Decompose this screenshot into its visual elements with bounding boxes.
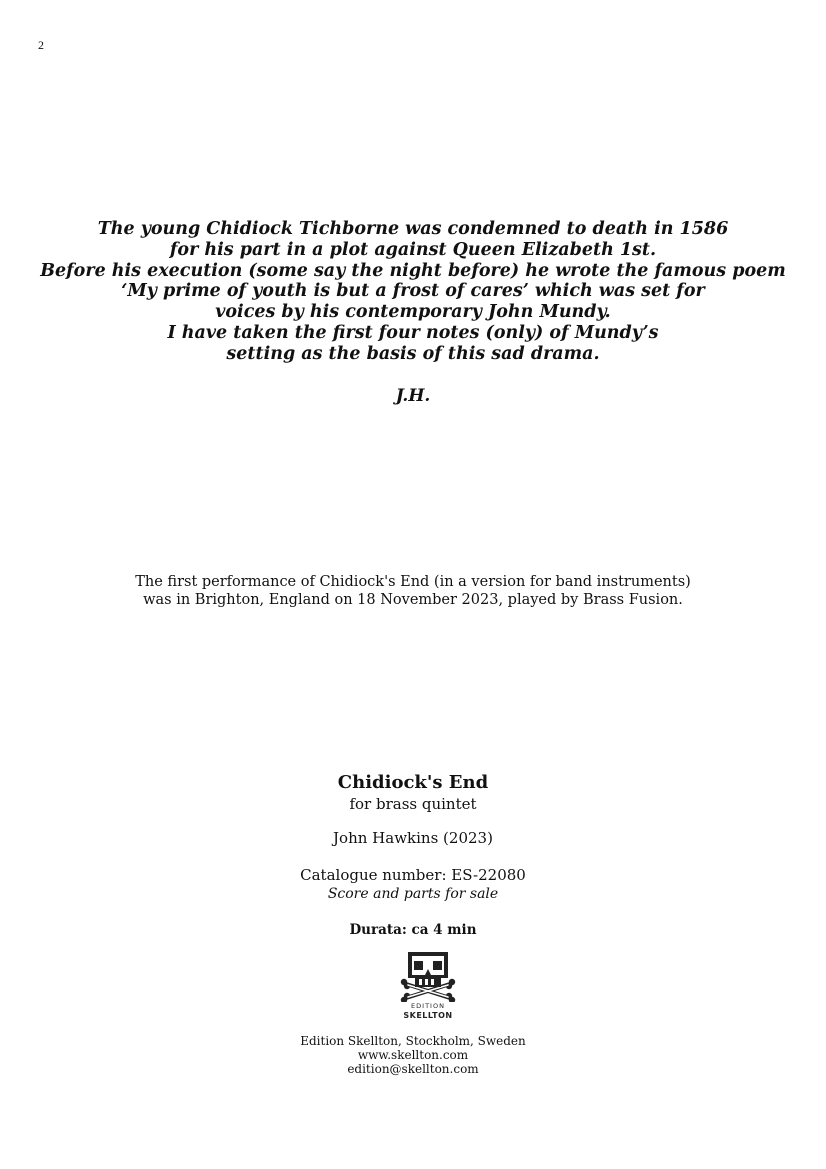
publisher-website: www.skellton.com (357, 1048, 469, 1062)
catalogue-number: Catalogue number: ES-22080 (300, 866, 526, 884)
performance-line: was in Brighton, England on 18 November 2023, played by Brass Fusion. (143, 592, 683, 608)
note-line: I have taken the first four notes (only) of Mundy’s (167, 322, 659, 343)
program-note (0, 219, 826, 365)
publisher-info (0, 1034, 826, 1076)
publisher-address: Edition Skellton, Stockholm, Sweden (300, 1034, 526, 1048)
publisher-logo (395, 950, 461, 1022)
publisher-email: edition@skellton.com (347, 1062, 479, 1076)
composer-credit: John Hawkins (2023) (333, 829, 493, 847)
note-line: The young Chidiock Tichborne was condemned to death in 1586 (97, 219, 729, 239)
sale-note: Score and parts for sale (327, 886, 499, 902)
note-line: voices by his contemporary John Mundy. (215, 302, 611, 323)
author-initials: J.H. (395, 386, 431, 406)
note-line: Before his execution (some say the night before) he wrote the famous poem (40, 260, 786, 281)
note-line: setting as the basis of this sad drama. (226, 343, 600, 364)
logo-edition-text: EDITION (411, 1002, 445, 1010)
logo-name-text: SKELLTON (403, 1011, 453, 1020)
note-line: ‘My prime of youth is but a frost of cares’ which was set for (121, 281, 705, 302)
performance-line: The first performance of Chidiock's End (in a version for band instruments) (135, 574, 691, 590)
first-performance-note (0, 573, 826, 609)
skull-crossbones-icon (395, 950, 461, 1002)
note-line: for his part in a plot against Queen Elizabeth 1st. (169, 239, 657, 260)
page-number: 2 (38, 38, 44, 52)
work-subtitle: for brass quintet (349, 795, 477, 813)
duration: Durata: ca 4 min (349, 922, 477, 938)
work-title: Chidiock's End (337, 772, 489, 793)
